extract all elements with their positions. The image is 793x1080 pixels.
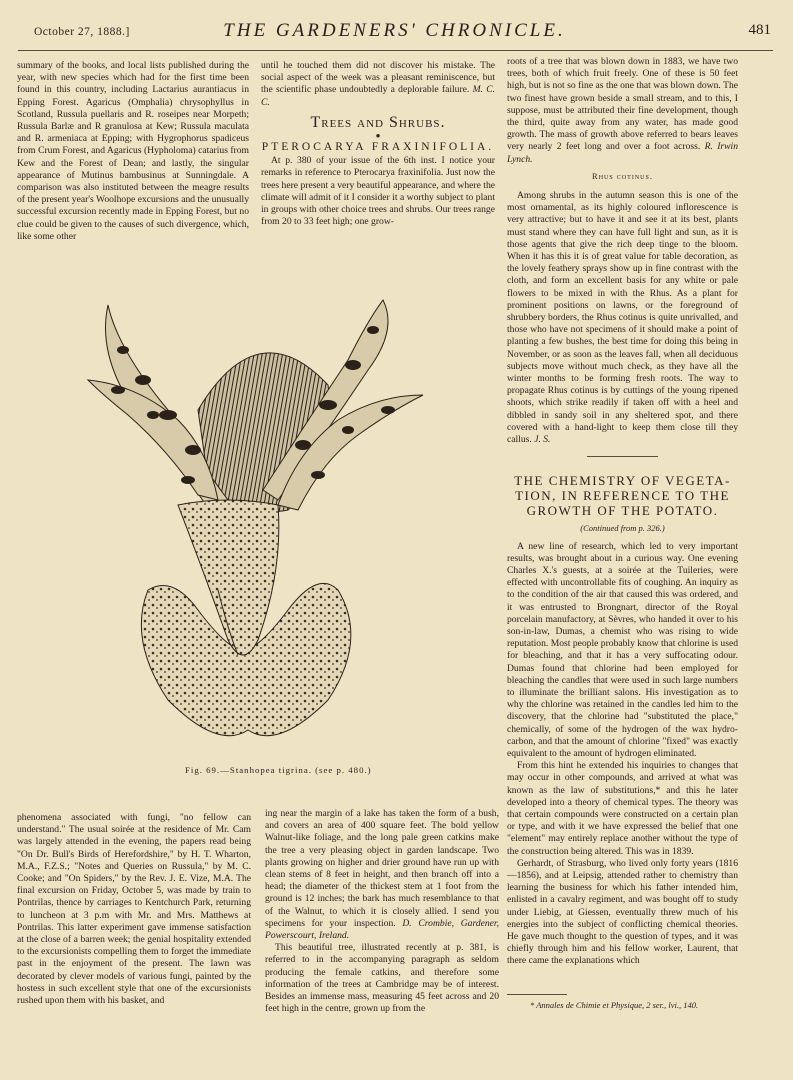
article-title: [507, 473, 738, 518]
paragraph: A new line of research, which led to very important results, was brought about in a curious way. One evening Charles X.'s guests, at a soirée at the Tuileries, were effected with uncontrollable fits of coughing. An inquiry as to the condition of the air that caused this was ordered, and it was entrusted to Brongnart, director of the Royal porcelain manufactory, at Sèvres, who handed it over to his son-in-law, Dumas, a chemist who was rising to wide reputation. Most people probably know that chlorine is used for bleaching, and that it has a very suffocating odour. Dumas found that chlorine had been employed for bleaching the candles that were used in such large numbers to illuminate the brilliant salons. His investigation as to why the chlorine was retained in the candles led him to the discovery, that the chlorine had "substituted the place," chemically, of some of the hydrogen of the wax hydro-carbon, and that the amount of chlorine "fixed" was exactly equivalent to the amount of hydrogen eliminated.: [507, 540, 739, 759]
header-date: October 27, 1888.]: [34, 26, 130, 38]
signature: M. C. C.: [261, 84, 495, 108]
paragraph: At p. 380 of your issue of the 6th inst. I notice your remarks in reference to Pterocarya fraxinifolia. Just now the trees here present a very beautiful appearance, and where the climate will admit of it I consider it a worthy subject to plant in groups with other choice trees and shrubs. Our trees range from 20 to 33 feet high; one grow-: [261, 155, 495, 228]
paragraph: [261, 60, 495, 109]
footnote-rule: [507, 994, 567, 995]
paragraph-text: until he touched them did not discover his mistake. The social aspect of the week was a pleasant reminiscence, but the scientific phase undoubtedly a deplorable failure.: [261, 60, 495, 96]
paragraph: [265, 808, 499, 942]
paragraph-text: Among shrubs in the autumn season this is one of the most ornamental, as its highly coloured inflorescence is very attractive; but to have it and see it at its best, plants must stand where they can have full light and sun, as it is those agents that give the rich deep tinge to the bloom. When it has this it is of great value for table decoration, as the lovely feathery sprays show up in fine contrast with the cloth, and form an excellent basis for any white or pale flowers to be mixed in with the Rhus. As a plant for prominent positions on lawns, or the foreground of shrubbery borders, the Rhus cotinus is quite unrivalled, and those who have not specimens of it should make a point of planting a few bushes, the best time for doing this being in November, or as soon as the leaves fall, when all deciduous subjects move without much check, as they have all the winter months to be forming fresh roots. The way to propagate Rhus cotinus is by cuttings of the young ripened shoots, which strike readily if taken off with a heel and dibbled in sandy soil in any sheltered spot, and there covered with a hand-light to keep them close till they callus.: [507, 190, 738, 446]
paragraph: This beautiful tree, illustrated recently at p. 381, is referred to in the accompanying paragraph as seldom producing the female catkins, and therefore some information of the trees at Cambridge may be of interest. Besides an immense mass, measuring 45 feet across and 20 feet high in the centre, grown up from the: [265, 942, 499, 1015]
paragraph-text: roots of a tree that was blown down in 1883, we have two trees, both of which fruit freely. One of these is 50 feet high, but is not so fine as the one that was blown down. The two finest have grown beside a small stream, and to this, I suppose, must be attributed their fine development, though the third, quite away from any water, has made good growth. The mass of growth above referred to bears leaves very nearly 2 feet long and over a foot across.: [507, 56, 738, 153]
page-header: [16, 20, 773, 46]
paragraph: Gerhardt, of Strasburg, who lived only forty years (1816—1856), and at Leipsig, attended rather to chemistry than learning the business for which his father intended him, enlisted in a cavalry regiment, and was bought off to study under Liebig, at Giessen, eventually threw much of his energies into the subject of conflicting chemical theories. He gave much thought to the question of types, and it was chiefly through him and his fellow worker, Laurent, that there came the explanations which: [507, 857, 738, 967]
article-title-line-3: GROWTH OF THE POTATO.: [526, 503, 719, 519]
signature: D. Crombie, Gardener, Powerscourt, Ireland.: [265, 917, 499, 942]
signature: R. Irwin Lynch.: [507, 141, 738, 165]
footnote: * Annales de Chimie et Physique, 2 ser., lvi., 140.: [530, 1000, 699, 1010]
figure-caption: Fig. 69.—Stanhopea tigrina. (see p. 480.): [185, 765, 372, 775]
header-page-number: 481: [748, 22, 771, 38]
ornament: ●: [375, 131, 381, 141]
article-title-line-2: TION, IN REFERENCE TO THE: [515, 488, 730, 504]
paragraph: summary of the books, and local lists published during the year, with new species which had for the first time been found in this country, including Lactarius aurantiacus in Epping Forest. Agaricus (Omphalia) chrysophyllus in Scotland, Russula puellaris and R. roseipes near Morpeth; Russula Barlæ and R granulosa at Kew; Russula maculata and R. armeniaca at Epping; with Hygrophorus spadiceus from Crum Forest, and Agaricus (Hypholoma) catarius from Kew and the Forest of Dean; and lastly, the singular appearance of Mutinus bambusinus at Sunningdale. A comparison was also instituted between the meagre results of the present year's Woolhope excursions and the unusually successful excursion recently made in Epping Forest, but no clue could be given to the causes of such divergence, which, like some other: [17, 60, 249, 242]
column-1-bottom: [17, 812, 251, 1007]
orchid-engraving: [78, 290, 450, 755]
continued-note: (Continued from p. 326.): [580, 523, 665, 534]
rhus-heading: Rhus cotinus.: [592, 170, 653, 181]
section-title: Trees and Shrubs.: [310, 113, 446, 131]
paragraph: From this hint he extended his inquiries to changes that may occur in other compounds, and arrived at what was known as the law of substitutions,* and this he later developed into a theory of chemical types. The theory was that certain compounds were constructed on a certain plan or type, and with it we have expressed the belief that one "element" may entirely replace another without the type of the construction being altered. This was in 1839.: [507, 760, 738, 857]
header-title: THE GARDENERS' CHRONICLE.: [223, 20, 566, 41]
signature: J. S.: [534, 434, 551, 446]
paragraph: [507, 190, 738, 446]
subsection-title: PTEROCARYA FRAXINIFOLIA.: [261, 141, 495, 154]
column-2-top: [261, 60, 495, 228]
header-rule: [18, 50, 773, 51]
column-1-top: [17, 60, 249, 243]
article-title-line-1: THE CHEMISTRY OF VEGETA-: [514, 473, 731, 489]
paragraph-text: ing near the margin of a lake has taken the form of a bush, and covers an area of 400 square feet. The bold yellow Walnut-like foliage, and the long pale green catkins make the tree a very pleasing object in garden landscape. Two plants growing on higher and drier ground have run up with clean stems of 8 feet in height, and then branch off into a head; the diameter of the thickest stem at 1 foot from the ground is 12 inches; the bark has much resemblance to that of the Walnut, to which it is closely allied. I send you specimens for your inspection.: [265, 808, 499, 929]
column-2-bottom: [265, 808, 499, 1015]
column-3: [507, 56, 738, 968]
section-separator: [587, 456, 658, 457]
paragraph: [507, 56, 738, 166]
stanhopea-illustration: [78, 290, 450, 755]
paragraph: phenomena associated with fungi, "no fellow can understand." The usual soirée at the residence of Mr. Cam was largely attended in the evening, the papers read being "On Dr. Bull's Birds of Herefordshire," by H. T. Wharton, M.A., F.Z.S.; "Notes and Queries on Russula," by M. C. Cooke; and "On Spiders," by the Rev. J. E. Vize, M.A. The final excursion on Friday, October 5, was made by train to Pontrilas, thence by carriages to Kentchurch Park, returning to luncheon at 3 p.m with Mr. and Mrs. Matthews at Pontrilas. This latter experiment gave immense satisfaction at the close of a barren week; the genial hospitality extended to the excursionists compelling them to forget the immediate past in the enjoyment of the present. The lawn was decorated by clever models of various fungi, painted by the hostess in such excellent style that one of the excursionists rushed upon them with his basket, and: [17, 812, 251, 1007]
